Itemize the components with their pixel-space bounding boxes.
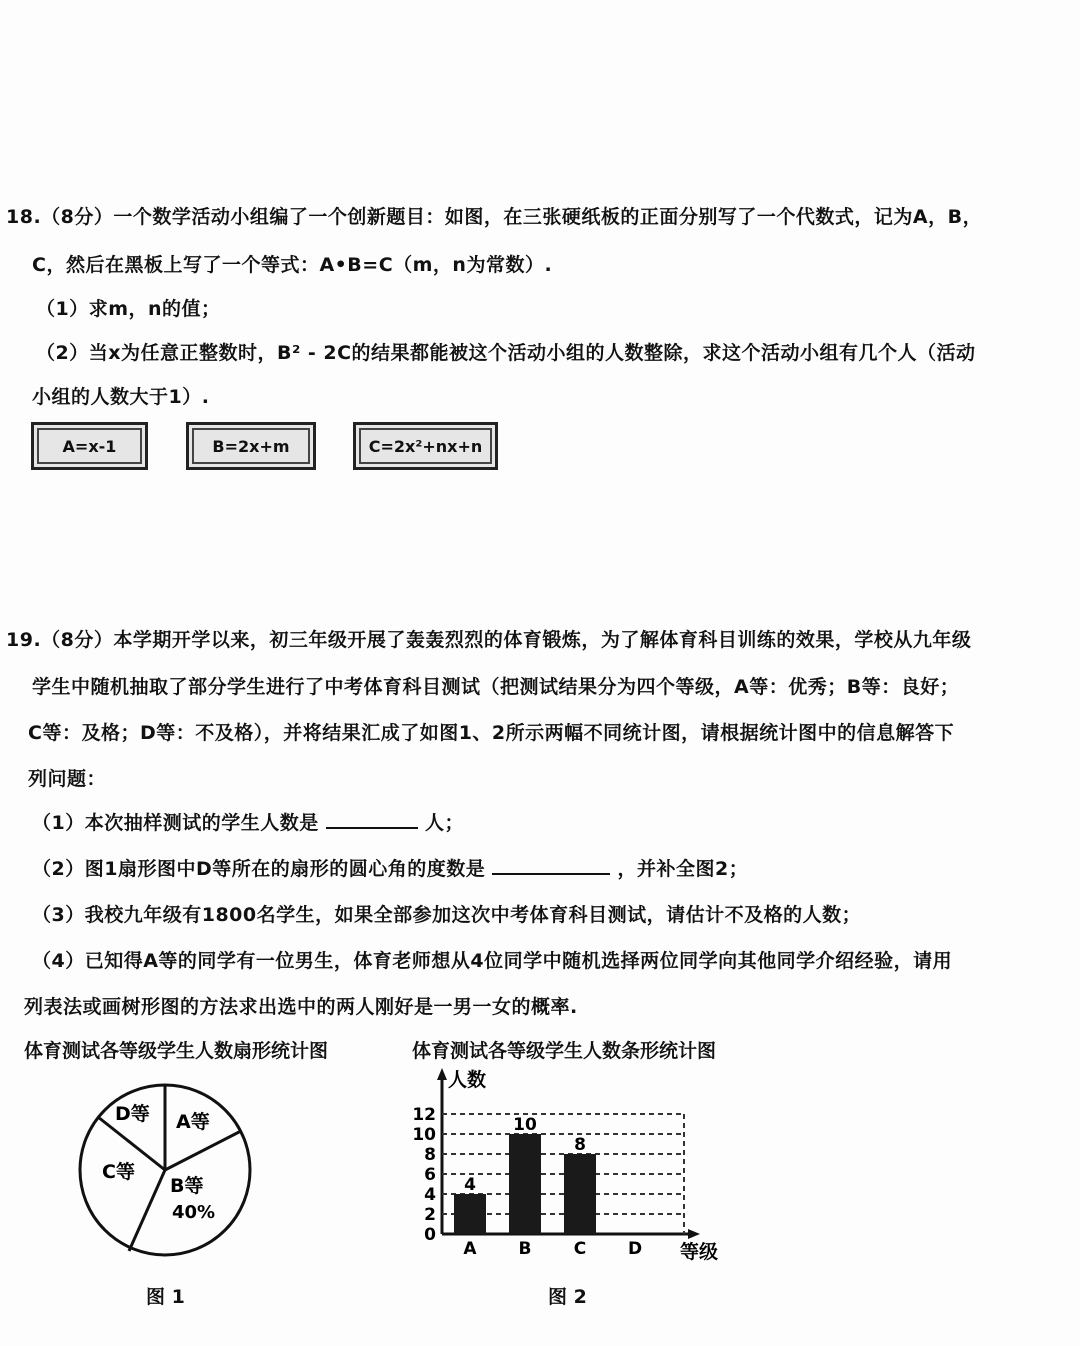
x-tick-label: B (518, 1239, 532, 1259)
fig2-title: 体育测试各等级学生人数条形统计图 (412, 1040, 717, 1062)
q19-part-2 (32, 854, 748, 881)
q19-part-4-cont: 列表法或画树形图的方法求出选中的两人刚好是一男一女的概率. (24, 996, 578, 1018)
pie-label-c: C等 (102, 1161, 135, 1183)
y-axis-label: 人数 (448, 1069, 487, 1091)
q18-line-2: C，然后在黑板上写了一个等式：A•B=C（m，n为常数）. (32, 254, 553, 276)
bar-C (564, 1154, 596, 1234)
bar-A (454, 1194, 486, 1234)
q19-part-2-tail: ，并补全图2； (617, 858, 749, 880)
y-tick-label: 10 (412, 1125, 436, 1145)
x-axis-arrow (688, 1229, 700, 1239)
pie-label-a: A等 (176, 1111, 210, 1133)
x-axis-label: 等级 (680, 1241, 719, 1262)
q18-part-1: （1）求m，n的值； (36, 298, 221, 320)
pie-label-b: B等 (170, 1175, 204, 1197)
bar-chart (400, 1062, 740, 1262)
data-label: 4 (464, 1175, 476, 1195)
pie-label-b-percent: 40% (172, 1202, 216, 1223)
fig1-caption: 图 1 (146, 1286, 185, 1308)
q19-part-1-text: （1）本次抽样测试的学生人数是 (32, 812, 319, 834)
q19-part-3: （3）我校九年级有1800名学生，如果全部参加这次中考体育科目测试，请估计不及格的人数； (32, 904, 862, 926)
card-b: B=2x+m (186, 422, 316, 470)
y-tick-label: 12 (412, 1105, 436, 1125)
x-tick-label: C (573, 1239, 587, 1259)
q18-line-1: 18.（8分）一个数学活动小组编了一个创新题目：如图，在三张硬纸板的正面分别写了一个代数式，记为A，B， (6, 206, 983, 228)
pie-divider-ab (165, 1131, 241, 1170)
card-a: A=x-1 (31, 422, 148, 470)
q19-part-1-unit: 人； (424, 812, 464, 834)
q19-part-1 (32, 808, 464, 835)
pie-chart (70, 1080, 270, 1270)
q19-line-1: 19.（8分）本学期开学以来，初三年级开展了轰轰烈烈的体育锻炼，为了解体育科目训练的效果，学校从九年级 (6, 629, 972, 651)
bar-B (509, 1134, 541, 1234)
q19-line-2: 学生中随机抽取了部分学生进行了中考体育科目测试（把测试结果分为四个等级，A等：优秀；B等：良好； (32, 676, 960, 698)
q19-part-2-text: （2）图1扇形图中D等所在的扇形的圆心角的度数是 (32, 858, 486, 880)
y-tick-label: 2 (424, 1205, 436, 1225)
y-tick-label: 6 (424, 1165, 436, 1185)
card-c: C=2x²+nx+n (353, 422, 498, 470)
data-label: 10 (513, 1115, 537, 1135)
fig1-title: 体育测试各等级学生人数扇形统计图 (24, 1040, 329, 1062)
x-tick-label: A (463, 1239, 477, 1259)
answer-blank-1[interactable] (326, 827, 418, 829)
q19-line-3: C等：及格；D等：不及格），并将结果汇成了如图1、2所示两幅不同统计图，请根据统计图中的信息解答下 (28, 722, 955, 744)
pie-label-d: D等 (115, 1103, 150, 1125)
y-tick-label: 8 (424, 1145, 436, 1165)
answer-blank-2[interactable] (492, 873, 610, 875)
q19-part-4: （4）已知得A等的同学有一位男生，体育老师想从4位同学中随机选择两位同学向其他同学介绍经验，请用 (32, 950, 953, 972)
data-label: 8 (574, 1135, 586, 1155)
x-tick-label: D (627, 1239, 643, 1259)
q18-part-2: （2）当x为任意正整数时，B² - 2C的结果都能被这个活动小组的人数整除，求这个活动小组有几个人（活动 (36, 342, 976, 364)
y-tick-label: 4 (424, 1185, 436, 1205)
q18-line-5: 小组的人数大于1）. (32, 386, 210, 408)
fig2-caption: 图 2 (548, 1286, 587, 1308)
y-tick-label: 0 (424, 1225, 436, 1245)
y-axis-arrow (437, 1068, 447, 1080)
q19-line-4: 列问题： (28, 768, 107, 790)
